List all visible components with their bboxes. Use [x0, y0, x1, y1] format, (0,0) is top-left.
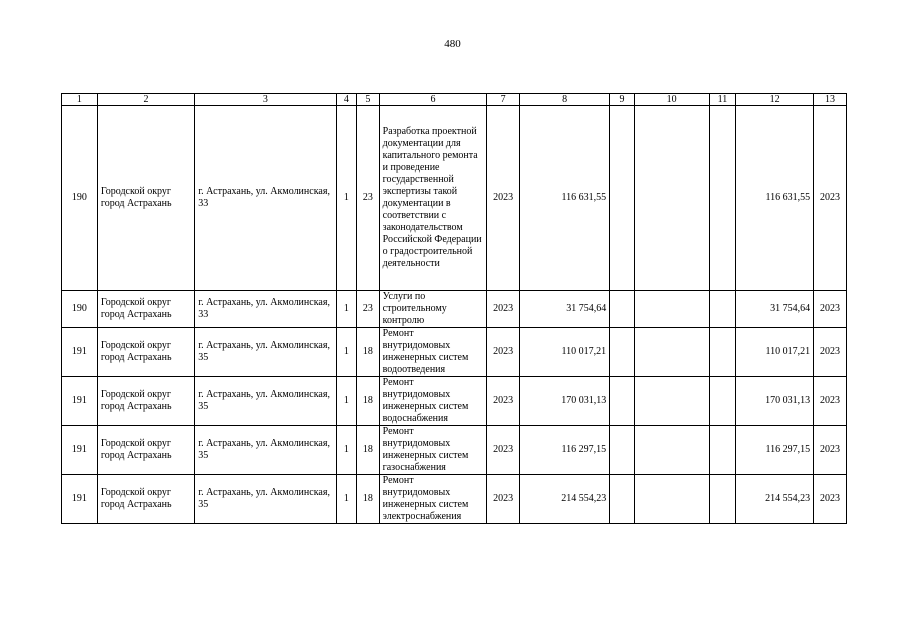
cell-work-type: Ремонт внутридомовых инженерных систем электроснабжения	[379, 475, 487, 524]
cell-amount-total: 116 297,15	[736, 426, 814, 475]
cell-col9	[610, 377, 635, 426]
column-header: 9	[610, 94, 635, 106]
cell-amount-total: 116 631,55	[736, 106, 814, 291]
column-header: 1	[62, 94, 98, 106]
cell-row-number: 191	[62, 475, 98, 524]
column-header: 4	[336, 94, 356, 106]
cell-col9	[610, 475, 635, 524]
cell-col9	[610, 328, 635, 377]
cell-amount-total: 214 554,23	[736, 475, 814, 524]
table-row	[62, 475, 847, 524]
page-number: 480	[444, 38, 461, 50]
column-header: 8	[520, 94, 610, 106]
cell-year-end: 2023	[814, 106, 847, 291]
cell-col5: 23	[357, 106, 380, 291]
cell-row-number: 190	[62, 291, 98, 328]
table-row	[62, 377, 847, 426]
register-table	[61, 93, 847, 524]
cell-municipality: Городской округ город Астрахань	[97, 475, 194, 524]
cell-municipality: Городской округ город Астрахань	[97, 328, 194, 377]
cell-year: 2023	[487, 328, 520, 377]
table-row	[62, 291, 847, 328]
cell-col11	[709, 291, 736, 328]
cell-col11	[709, 328, 736, 377]
cell-amount: 110 017,21	[520, 328, 610, 377]
cell-col10	[634, 106, 709, 291]
cell-row-number: 191	[62, 426, 98, 475]
cell-col10	[634, 475, 709, 524]
header-row	[62, 94, 847, 106]
cell-address: г. Астрахань, ул. Акмолинская, 35	[195, 426, 336, 475]
cell-col4: 1	[336, 291, 356, 328]
table-row	[62, 328, 847, 377]
cell-col5: 18	[357, 426, 380, 475]
column-header: 3	[195, 94, 336, 106]
cell-amount: 214 554,23	[520, 475, 610, 524]
cell-col9	[610, 426, 635, 475]
cell-col5: 23	[357, 291, 380, 328]
column-header: 2	[97, 94, 194, 106]
cell-amount: 31 754,64	[520, 291, 610, 328]
cell-address: г. Астрахань, ул. Акмолинская, 35	[195, 328, 336, 377]
cell-col4: 1	[336, 475, 356, 524]
cell-year-end: 2023	[814, 291, 847, 328]
cell-municipality: Городской округ город Астрахань	[97, 426, 194, 475]
table-row	[62, 106, 847, 291]
cell-amount: 116 297,15	[520, 426, 610, 475]
cell-year: 2023	[487, 291, 520, 328]
cell-row-number: 191	[62, 377, 98, 426]
cell-address: г. Астрахань, ул. Акмолинская, 33	[195, 291, 336, 328]
cell-col10	[634, 426, 709, 475]
table-row	[62, 426, 847, 475]
cell-col5: 18	[357, 328, 380, 377]
cell-year-end: 2023	[814, 377, 847, 426]
cell-col4: 1	[336, 328, 356, 377]
column-header: 7	[487, 94, 520, 106]
cell-work-type: Ремонт внутридомовых инженерных систем водоотведения	[379, 328, 487, 377]
cell-municipality: Городской округ город Астрахань	[97, 291, 194, 328]
cell-col4: 1	[336, 377, 356, 426]
cell-col4: 1	[336, 426, 356, 475]
cell-amount-total: 31 754,64	[736, 291, 814, 328]
cell-col9	[610, 291, 635, 328]
cell-year-end: 2023	[814, 475, 847, 524]
cell-col5: 18	[357, 475, 380, 524]
column-header: 11	[709, 94, 736, 106]
column-header: 12	[736, 94, 814, 106]
cell-col5: 18	[357, 377, 380, 426]
cell-col11	[709, 377, 736, 426]
cell-col10	[634, 377, 709, 426]
cell-year: 2023	[487, 377, 520, 426]
column-header: 5	[357, 94, 380, 106]
cell-year-end: 2023	[814, 426, 847, 475]
cell-amount: 170 031,13	[520, 377, 610, 426]
cell-year: 2023	[487, 475, 520, 524]
cell-col10	[634, 328, 709, 377]
cell-municipality: Городской округ город Астрахань	[97, 106, 194, 291]
cell-col11	[709, 106, 736, 291]
cell-municipality: Городской округ город Астрахань	[97, 377, 194, 426]
cell-col10	[634, 291, 709, 328]
cell-address: г. Астрахань, ул. Акмолинская, 33	[195, 106, 336, 291]
cell-work-type: Услуги по строительному контролю	[379, 291, 487, 328]
cell-col9	[610, 106, 635, 291]
cell-address: г. Астрахань, ул. Акмолинская, 35	[195, 377, 336, 426]
cell-year: 2023	[487, 426, 520, 475]
cell-col11	[709, 426, 736, 475]
column-header: 13	[814, 94, 847, 106]
cell-amount-total: 110 017,21	[736, 328, 814, 377]
cell-amount-total: 170 031,13	[736, 377, 814, 426]
cell-year-end: 2023	[814, 328, 847, 377]
cell-address: г. Астрахань, ул. Акмолинская, 35	[195, 475, 336, 524]
cell-work-type: Ремонт внутридомовых инженерных систем водоснабжения	[379, 377, 487, 426]
cell-amount: 116 631,55	[520, 106, 610, 291]
cell-work-type: Ремонт внутридомовых инженерных систем газоснабжения	[379, 426, 487, 475]
column-header: 6	[379, 94, 487, 106]
cell-col11	[709, 475, 736, 524]
cell-row-number: 191	[62, 328, 98, 377]
cell-work-type: Разработка проектной документации для капитального ремонта и проведение государственной экспертизы такой документации в соответствии с законодательством Российской Федерации о градостроительной деятельности	[379, 106, 487, 291]
cell-row-number: 190	[62, 106, 98, 291]
cell-col4: 1	[336, 106, 356, 291]
column-header: 10	[634, 94, 709, 106]
cell-year: 2023	[487, 106, 520, 291]
